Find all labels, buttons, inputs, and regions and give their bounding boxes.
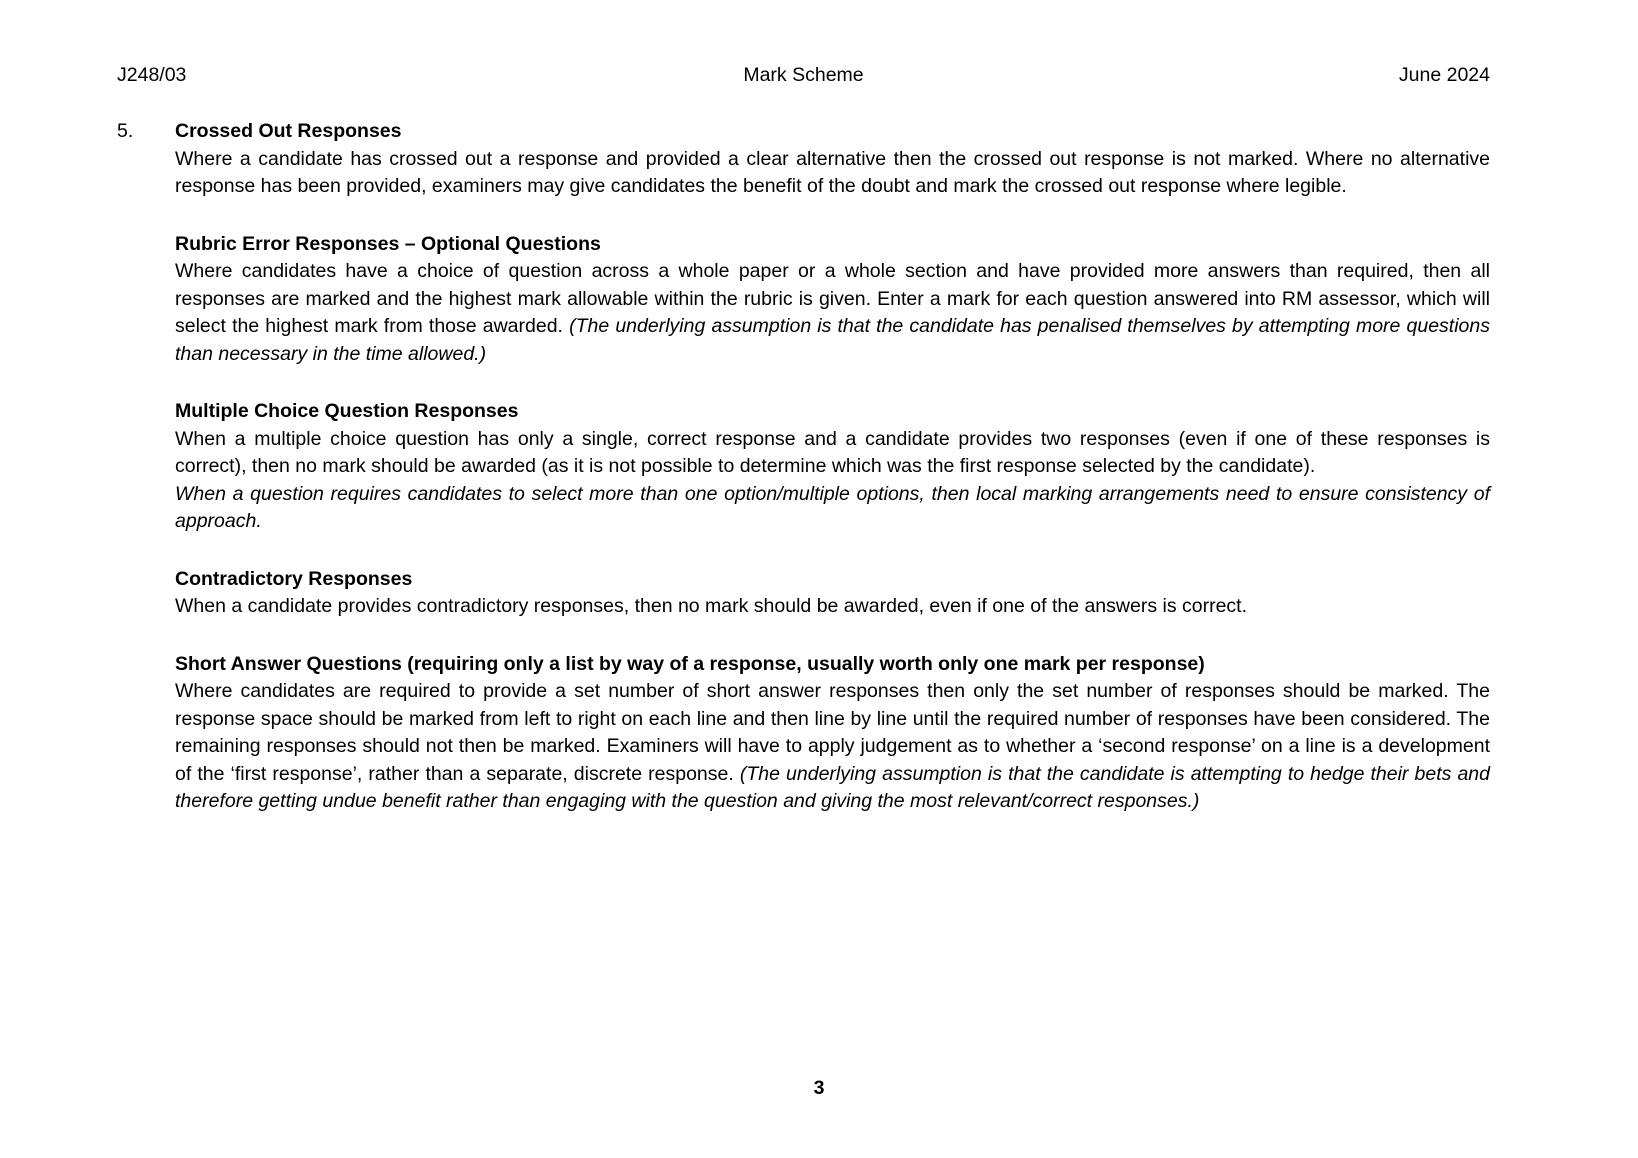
section-paragraph — [175, 678, 1490, 816]
page-footer — [0, 1075, 1638, 1103]
text-run: Where candidates have a choice of question across a whole paper or a whole section and have provided more answers than required, then all responses are marked and the highest mark allowable within the rubric is given. Enter a mark for each question answered into RM assessor, which will select the highest mark from those awarded. — [175, 260, 1490, 337]
section-heading: Multiple Choice Question Responses — [175, 400, 519, 422]
document-body — [117, 118, 1490, 816]
italic-text-run: (The underlying assumption is that the candidate has penalised themselves by attempting more questions than necessary in the time allowed.) — [175, 315, 1490, 365]
section-heading: Contradictory Responses — [175, 567, 413, 590]
document-section — [175, 651, 1490, 816]
section-heading: Crossed Out Responses — [175, 120, 402, 142]
section-paragraph — [175, 481, 1490, 536]
italic-text-run: (The underlying assumption is that the candidate is attempting to hedge their bets and therefore getting undue benefit rather than engaging with the question and giving the most relevant/correct responses.) — [175, 762, 1490, 812]
section-paragraph — [175, 146, 1490, 201]
header-title: Mark Scheme — [743, 64, 864, 86]
document-section — [175, 566, 1490, 621]
text-run: When a multiple choice question has only a single, correct response and a candidate provides two responses (even if one of these responses is correct), then no mark should be awarded (as it is not possible to determine which was the first response selected by the candidate). — [175, 427, 1490, 477]
text-run: Where candidates are required to provide a set number of short answer responses then only the set number of responses should be marked. The response space should be marked from left to right on each line and then line by line until the required number of responses have been considered. The remaining responses should not then be marked. Examiners will have to apply judgement as to whether a ‘second response’ on a line is a development of the ‘first response’, rather than a separate, discrete response. — [175, 680, 1490, 785]
page-header — [117, 62, 1490, 90]
section-heading: Rubric Error Responses – Optional Questions — [175, 232, 601, 255]
header-date: June 2024 — [1398, 64, 1490, 86]
page-number: 3 — [813, 1077, 825, 1099]
section-heading: Short Answer Questions (requiring only a list by way of a response, usually worth only one mark per response) — [175, 652, 1205, 675]
italic-text-run: When a question requires candidates to select more than one option/multiple options, then local marking arrangements need to ensure consistency of approach. — [175, 482, 1490, 532]
section-paragraph — [175, 258, 1490, 368]
document-section — [175, 398, 1490, 536]
document-section — [175, 231, 1490, 369]
header-paper-code: J248/03 — [117, 64, 187, 86]
section-paragraph — [175, 593, 1490, 621]
text-run: Where a candidate has crossed out a response and provided a clear alternative then the crossed out response is not marked. Where no alternative response has been provided, examiners may give candidates the benefit of the doubt and mark the crossed out response where legible. — [175, 147, 1490, 197]
section-paragraph — [175, 426, 1490, 481]
document-section — [117, 118, 1490, 201]
section-number: 5. — [117, 120, 134, 142]
text-run: When a candidate provides contradictory responses, then no mark should be awarded, even if one of the answers is correct. — [175, 595, 1248, 617]
